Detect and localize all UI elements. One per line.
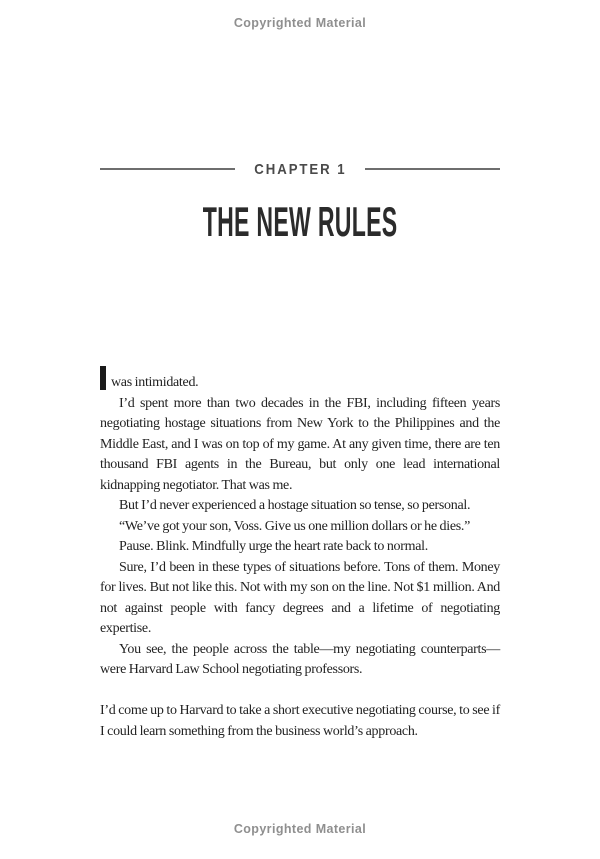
paragraph: Pause. Blink. Mindfully urge the heart rate back to normal. xyxy=(119,539,428,554)
paragraph: I’d come up to Harvard to take a short executive negotiating course, to see if I could learn something from the business world’s approach. xyxy=(100,703,500,739)
paragraph: “We’ve got your son, Voss. Give us one million dollars or he dies.” xyxy=(119,518,471,534)
chapter-title-text: THE NEW RULES xyxy=(202,198,398,245)
copyright-watermark-top: Copyrighted Material xyxy=(233,16,367,30)
copyright-watermark-bottom: Copyrighted Material xyxy=(233,822,367,836)
chapter-label: CHAPTER 1 xyxy=(253,160,347,178)
chapter-rule-right xyxy=(365,168,500,170)
paragraph-opening xyxy=(100,366,500,394)
paragraph: Sure, I’d been in these types of situations before. Tons of them. Money for lives. But not like this. Not with my son on the line. Not $1 million. And not against people with fancy degrees and a lifetime of negotiating expertise. xyxy=(100,559,500,636)
paragraph: But I’d never experienced a hostage situation so tense, so personal. xyxy=(119,498,471,513)
chapter-heading xyxy=(100,160,500,178)
paragraph-text: was intimidated. xyxy=(111,375,199,390)
body-text xyxy=(100,366,500,742)
paragraph: I’d spent more than two decades in the FBI, including fifteen years negotiating hostage situations from New York to the Philippines and the Middle East, and I was on top of my game. At any given time, there are ten thousand FBI agents in the Bureau, but only one lead international kidnapping negotiator. That was me. xyxy=(100,395,500,493)
paragraph: You see, the people across the table—my negotiating counterparts—were Harvard Law School negotiating professors. xyxy=(100,641,500,677)
chapter-title xyxy=(0,198,600,246)
dropcap-initial xyxy=(100,366,106,390)
chapter-rule-left xyxy=(100,168,235,170)
